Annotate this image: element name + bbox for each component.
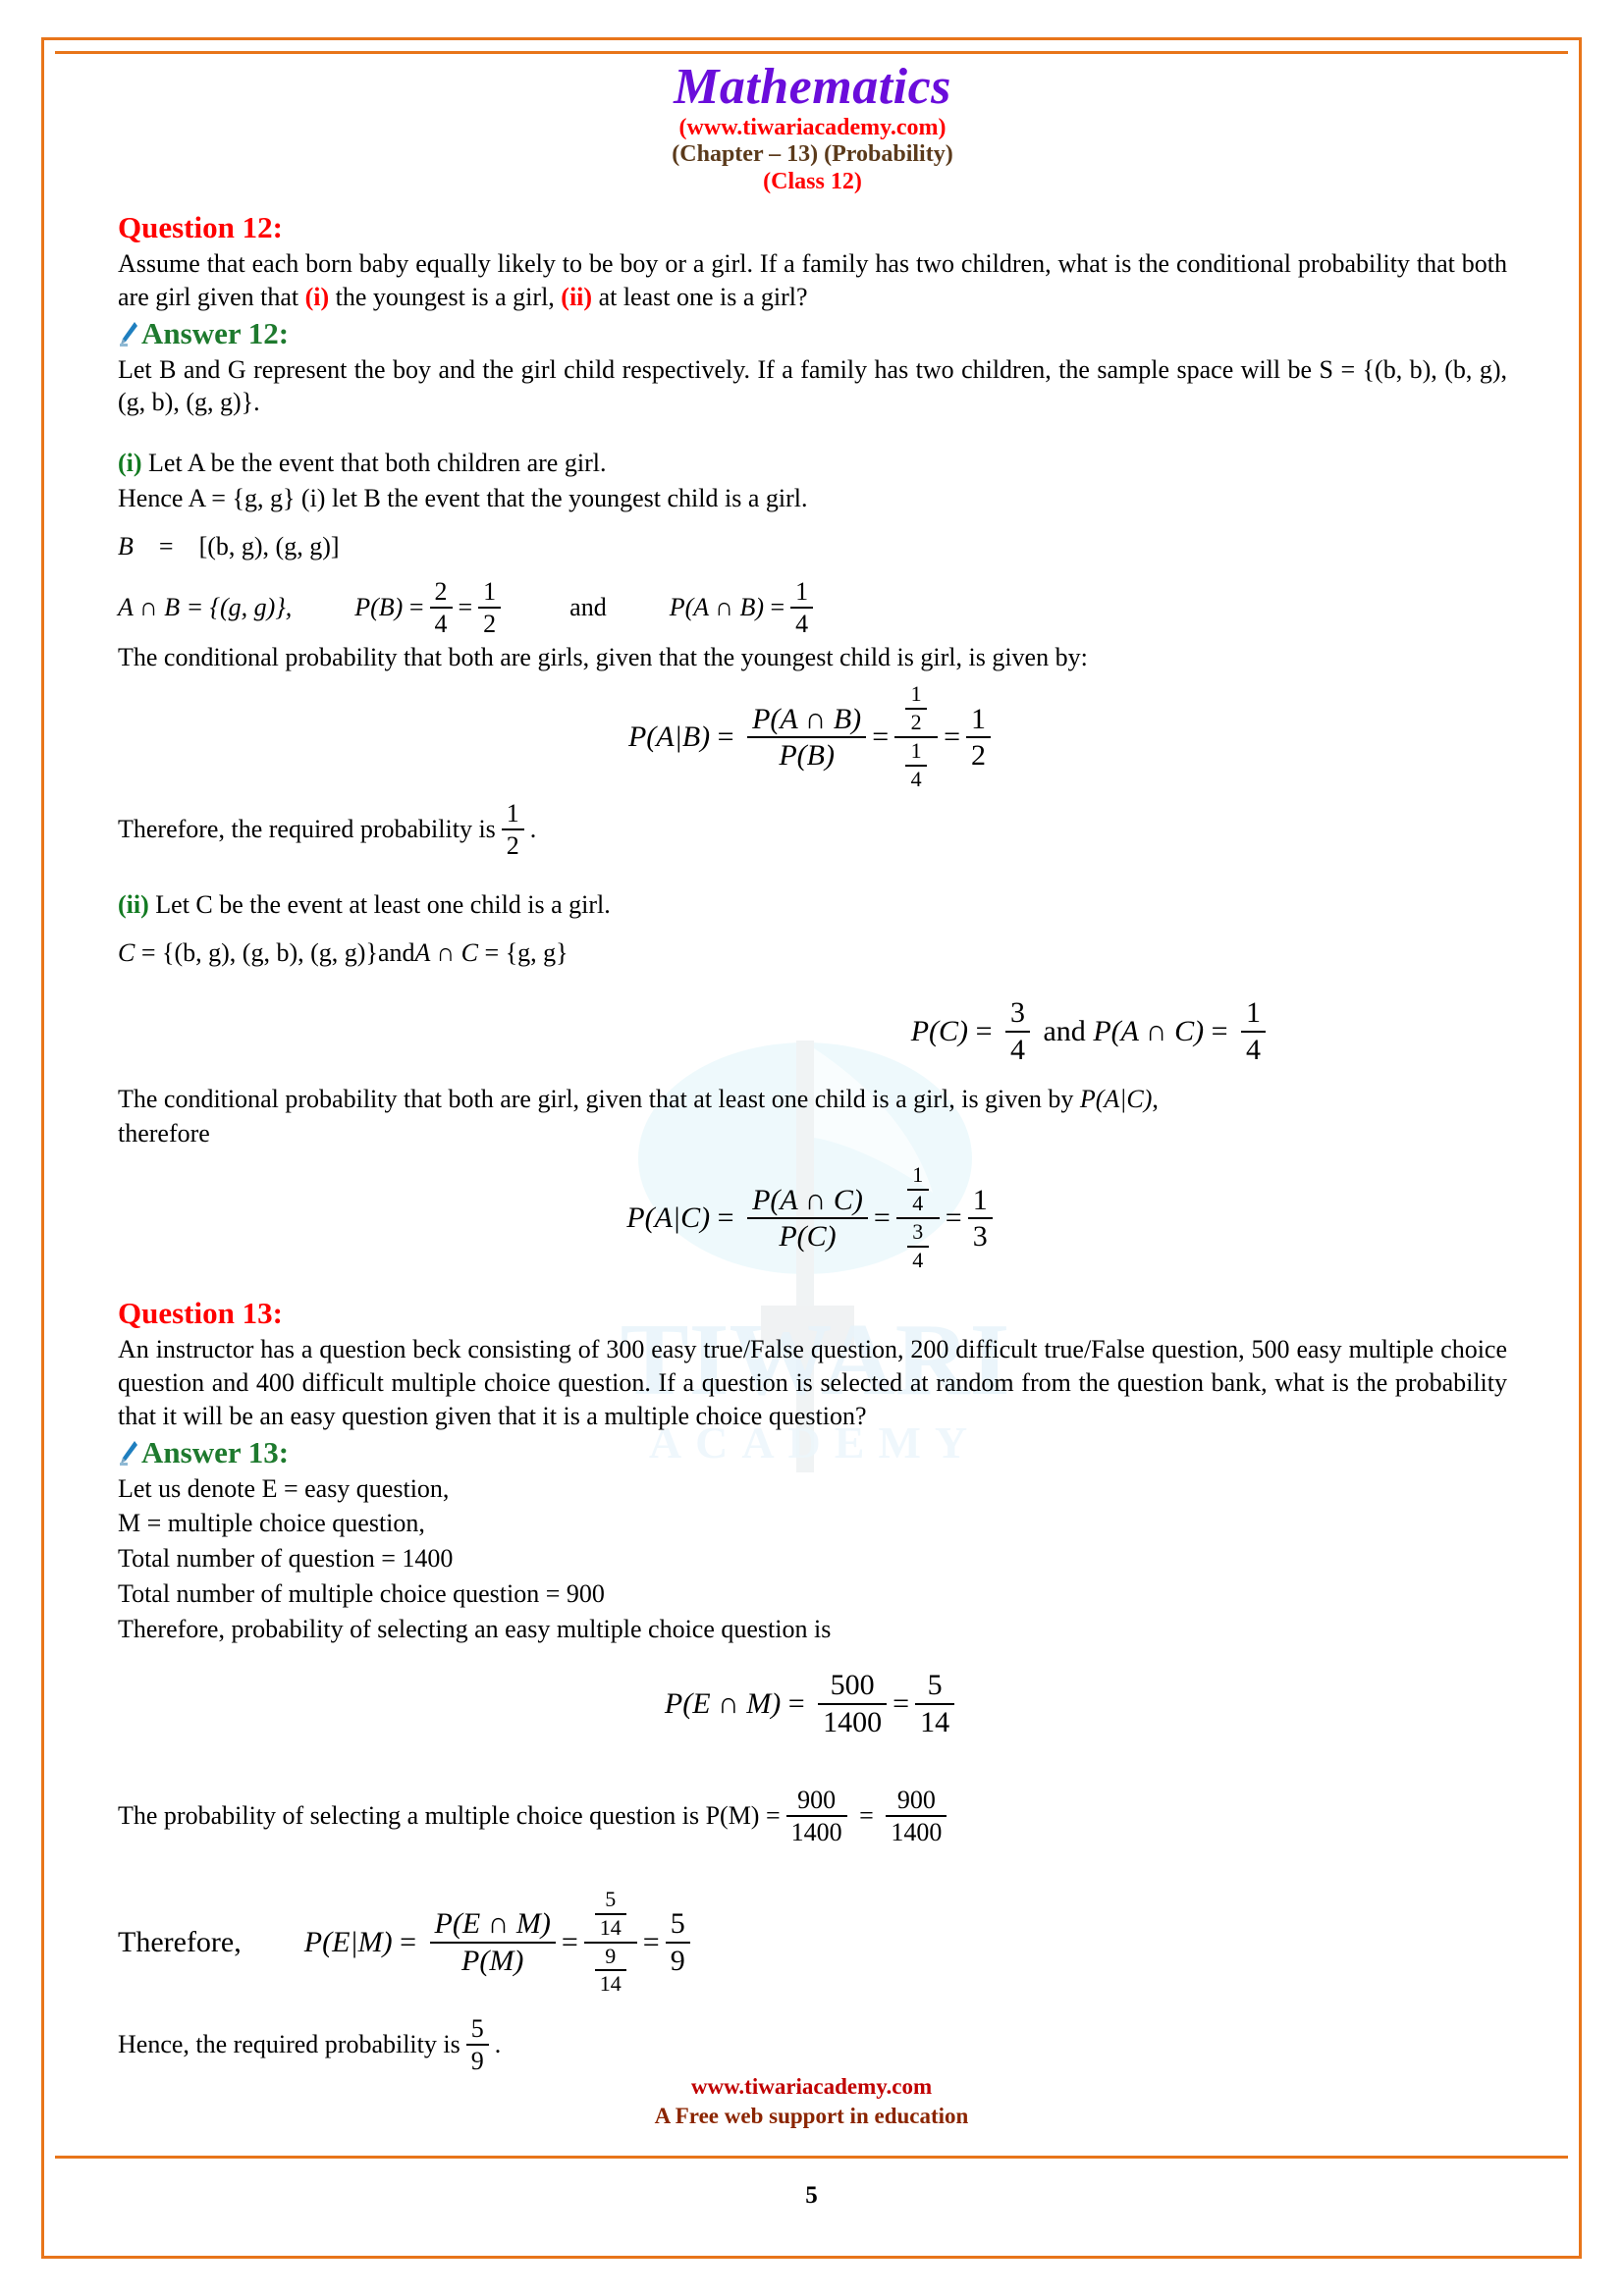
eq-and-word-2: and: [1043, 1014, 1086, 1047]
fraction-stacked: [894, 680, 938, 791]
eq-C-lhs: C: [118, 937, 135, 967]
header-rule: [55, 51, 1568, 54]
fraction-2-4: [430, 578, 453, 637]
fraction-bar: [968, 1217, 993, 1219]
q12-part-ii-main-formula: P(A|C) = $\frac{P(A \cap C)}{P(C)}$ = $\frac{\frac{1}{4}}{\frac{3}{4}}$ = $\frac{1}{3}$: [118, 1154, 1507, 1282]
numerator: P(A ∩ C): [752, 1183, 863, 1216]
fraction-5-9-conclusion: [466, 2015, 489, 2074]
fraction-result-1-2: [966, 704, 991, 771]
sentence-b: P(A|C): [1079, 1084, 1153, 1113]
fraction-bar: [466, 2044, 489, 2046]
denominator: 4: [912, 1191, 924, 1216]
numerator: 1: [971, 702, 987, 735]
page-number: 5: [805, 2182, 818, 2209]
spacer: [118, 421, 1507, 447]
fraction-5-14-inner: [595, 1886, 626, 1940]
document-content: [118, 61, 1507, 2074]
fraction-PAC-over-PC: [747, 1185, 868, 1252]
numerator: [584, 1886, 637, 1940]
numerator: 9: [605, 1943, 617, 1968]
fraction-1-4-inner: [905, 737, 927, 791]
fraction-500-1400: [818, 1670, 887, 1736]
numerator: 3: [1009, 996, 1025, 1030]
q12-part-i-line-1: [118, 447, 1507, 480]
numerator: 5: [470, 2013, 484, 2043]
answer-13-line-4: Total number of multiple choice question = 900: [118, 1578, 605, 1608]
eq-PAB-lhs: P(A ∩ B): [669, 592, 764, 621]
eq3-pre: Therefore,: [118, 1925, 242, 1958]
eq2-text: The probability of selecting a multiple choice question is P(M) =: [118, 1800, 781, 1830]
denominator: 2: [483, 609, 497, 638]
eq-AB-set: A ∩ B = {(g, g)},: [118, 592, 293, 621]
question-12-heading: Question 12:: [118, 210, 283, 245]
fraction-result-5-9: [666, 1908, 690, 1975]
pen-icon: [118, 320, 139, 347]
footer-rule: [55, 2156, 1568, 2159]
eq3-lhs: P(E|M): [303, 1925, 393, 1958]
eq-AC-lhs: A ∩ C: [414, 937, 479, 967]
denominator: [896, 1221, 940, 1272]
fraction-bar: [915, 1703, 954, 1705]
eq-B-lhs: B: [118, 531, 134, 561]
answer-13-line-3: Total number of question = 1400: [118, 1544, 454, 1574]
question-12-text: [118, 247, 1507, 314]
answer-13-line-2: M = multiple choice question,: [118, 1509, 425, 1538]
denominator: 4: [434, 609, 448, 638]
answer-12-line-1: Let B and G represent the boy and the girl child respectively. If a family has two children, the sample space will be S = {(b, b), (b, g), (g, b), (g, g)}.: [118, 354, 1507, 417]
question-13-text: An instructor has a question beck consisting of 300 easy true/False question, 200 difficult true/False question, 500 easy multiple choice question and 400 difficult multiple choice question. If a question is selected at random from the question bank, what is the probability that it will be an easy question given that it is a multiple choice question?: [118, 1335, 1507, 1430]
eq1-lhs: P(E ∩ M): [664, 1686, 782, 1720]
fraction-3-4-inner: [907, 1221, 929, 1272]
conclusion-pre: Therefore, the required probability is: [118, 814, 496, 843]
q12-part-i-sentence: The conditional probability that both are girls, given that the youngest child is girl, is given by:: [118, 642, 1088, 671]
denominator: [584, 1943, 637, 1997]
fraction-bar: [1241, 1031, 1266, 1033]
q13-conclusion: [118, 2015, 1507, 2074]
numerator: 1: [506, 798, 519, 828]
fraction-1-2-inner: [905, 680, 927, 734]
page-title: Mathematics: [674, 59, 951, 115]
spacer: [118, 863, 1507, 888]
eq-C-set: {(b, g), (g, b), (g, g)}: [162, 937, 378, 967]
numerator: 3: [912, 1219, 924, 1245]
q12-part-ii-prob-line: P(C) = $\frac{3}{4}$ and P(A ∩ C) = $\frac{1}{4}$: [118, 985, 1507, 1079]
fraction-900-1400-b: [886, 1787, 947, 1845]
numerator: 900: [797, 1785, 837, 1814]
fraction-bar: [747, 736, 866, 738]
denominator: 9: [470, 2046, 484, 2075]
denominator: P(C): [779, 1220, 837, 1254]
fraction-bar: [1005, 1031, 1030, 1033]
denominator: 1400: [823, 1705, 883, 1738]
answer-13-line-1: Let us denote E = easy question,: [118, 1473, 450, 1503]
denominator: [894, 737, 938, 791]
fraction-stacked-ii: [896, 1164, 940, 1272]
answer-13-line-5: Therefore, probability of selecting an easy multiple choice question is: [118, 1614, 832, 1643]
denominator: 4: [1009, 1033, 1025, 1066]
denominator: 2: [971, 738, 987, 772]
eq-PAC-lhs: P(A ∩ C): [1093, 1014, 1205, 1047]
q12-part-ii-line-1: [118, 888, 1507, 922]
denominator: 1400: [790, 1817, 842, 1846]
header-chapter: (Chapter – 13) (Probability): [672, 141, 953, 168]
q12-part-i-equation-intersection: A ∩ B = {(g, g)}, P(B) = $\frac{2}{4}$ = $\frac{1}{2}$ and P(A ∩ B) = $\frac{1}{4}$: [118, 578, 1507, 637]
numerator: 5: [670, 1907, 685, 1941]
numerator: 5: [927, 1669, 943, 1702]
q13-equation-1: P(E ∩ M) = $\frac{500}{1400}$ = $\frac{5}{14}$: [118, 1650, 1507, 1758]
fraction-bar: [966, 736, 991, 738]
formula-lhs: P(A|B): [627, 720, 711, 753]
fraction-1-4-ii: [1241, 997, 1266, 1064]
q12-part-i-conclusion: [118, 800, 1507, 859]
q12-part-ii-sentence: [118, 1083, 1507, 1116]
pen-icon: [118, 1439, 139, 1467]
numerator: 2: [434, 576, 448, 606]
header-class: (Class 12): [763, 169, 862, 195]
watermark-subtext: ACADEMY: [648, 1417, 982, 1468]
numerator: [894, 680, 938, 734]
footer-tagline: A Free web support in education: [654, 2104, 969, 2129]
fraction-bar: [478, 607, 501, 609]
numerator: 900: [896, 1785, 936, 1814]
numerator: 5: [605, 1886, 617, 1911]
denominator: 14: [920, 1705, 950, 1738]
q12-part-i-text: Let A be the event that both children are girl.: [141, 449, 607, 478]
q12-part-ii-text: Let C be the event at least one child is a girl.: [148, 889, 611, 919]
denominator: 3: [972, 1220, 988, 1254]
q12-part-i-equation-B: [118, 519, 1507, 574]
fraction-bar: [886, 1815, 947, 1817]
q13-equation-3: Therefore, P(E|M) = $\frac{P(E \cap M)}{P(M)}$ = $\frac{\frac{5}{14}}{\frac{9}{14}}$ = $\frac{5}{9}$: [118, 1874, 1507, 2011]
denominator: 1400: [891, 1817, 943, 1846]
conclusion-post: .: [529, 814, 537, 843]
eq-B-rhs: [(b, g), (g, g)]: [198, 531, 340, 561]
fraction-bar: [747, 1217, 868, 1219]
fraction-bar: [430, 607, 453, 609]
sentence-a: The conditional probability that both are girl, given that at least one child is a girl, is given by: [118, 1084, 1080, 1113]
denominator: 14: [599, 1914, 622, 1940]
fraction-bar: [430, 1942, 556, 1944]
fraction-bar: [666, 1942, 690, 1944]
document-header: [118, 61, 1507, 196]
fraction-9-14-inner: [595, 1943, 626, 1997]
q12-part-ii-therefore: therefore: [118, 1119, 210, 1148]
fraction-1-4: [790, 578, 813, 637]
denominator: 2: [910, 709, 922, 734]
answer-13-heading-row: [118, 1435, 1507, 1470]
fraction-3-4: [1005, 997, 1030, 1064]
denominator: 4: [910, 766, 922, 791]
watermark-text: TIWARI: [620, 1302, 1010, 1416]
numerator: 1: [795, 576, 809, 606]
numerator: 1: [1246, 996, 1261, 1030]
page-footer: [0, 2072, 1623, 2131]
footer-website[interactable]: www.tiwariacademy.com: [690, 2074, 933, 2100]
fraction-1-4-inner: [907, 1164, 929, 1215]
q12-text-part2: the youngest is a girl,: [329, 282, 562, 311]
fraction-stacked-13: [584, 1886, 637, 1997]
answer-13-heading: Answer 13:: [141, 1434, 290, 1469]
eq-B-equals: =: [158, 531, 174, 561]
numerator: 1: [910, 737, 922, 763]
fraction-PEM-over-PM: [430, 1908, 556, 1975]
numerator: 1: [912, 1162, 924, 1188]
conclusion-pre: Hence, the required probability is: [118, 2029, 460, 2058]
denominator: P(B): [779, 738, 835, 772]
eq-PC-lhs: P(C): [910, 1014, 969, 1047]
sentence-c: ,: [1152, 1084, 1159, 1113]
q12-part-i-marker: (i): [118, 449, 142, 478]
eq-and: and: [377, 937, 415, 967]
denominator: 4: [1246, 1033, 1261, 1066]
numerator: 1: [972, 1183, 988, 1216]
fraction-bar: [818, 1703, 887, 1705]
fraction-result-1-3: [968, 1185, 993, 1252]
fraction-PAB-over-PB: [747, 704, 866, 771]
denominator: 4: [795, 609, 809, 638]
q12-part-ii-set-line: C = {(b, g), (g, b), (g, g)} and A ∩ C = {g, g}: [118, 937, 568, 967]
q12-part-i-main-formula: P(A|B) = $\frac{P(A \cap B)}{P(B)}$ = $\frac{\frac{1}{2}}{\frac{1}{4}}$ = $\frac{1}{2}$: [118, 678, 1507, 796]
denominator: 4: [912, 1248, 924, 1273]
fraction-1-2: [478, 578, 501, 637]
numerator: 1: [910, 680, 922, 706]
q12-marker-ii: (ii): [561, 282, 593, 311]
eq-AC-set: {g, g}: [505, 937, 568, 967]
formula-lhs: P(A|C): [626, 1201, 711, 1235]
numerator: 1: [483, 576, 497, 606]
fraction-bar: [502, 828, 524, 830]
denominator: 14: [599, 1971, 622, 1997]
q12-text-part3: at least one is a girl?: [592, 282, 808, 311]
header-website: (www.tiwariacademy.com): [678, 114, 947, 140]
numerator: 500: [830, 1669, 875, 1702]
fraction-bar: [786, 1815, 847, 1817]
eq-and-word: and: [569, 592, 607, 621]
denominator: P(M): [461, 1944, 524, 1977]
q13-equation-2: The probability of selecting a multiple choice question is P(M) = $\frac{900}{1400}$ = $\frac{900}{1400}$: [118, 1762, 1507, 1870]
conclusion-post: .: [494, 2029, 502, 2058]
denominator: 2: [506, 830, 519, 860]
question-13-heading: Question 13:: [118, 1296, 283, 1331]
fraction-1-2-conclusion: [502, 800, 524, 859]
q12-marker-i: (i): [304, 282, 330, 311]
fraction-5-14: [915, 1670, 954, 1736]
numerator: [896, 1164, 940, 1215]
denominator: 9: [670, 1944, 685, 1977]
q12-text-part1: Assume that each born baby equally likely to be boy or a girl. If a family has two children, what is the conditional probability that both are girl given that: [118, 249, 1507, 311]
fraction-900-1400-a: [786, 1787, 847, 1845]
answer-12-heading: Answer 12:: [141, 315, 290, 350]
q12-part-ii-marker: (ii): [118, 889, 149, 919]
eq-PB-lhs: P(B): [354, 592, 404, 621]
fraction-bar: [790, 607, 813, 609]
numerator: P(A ∩ B): [752, 702, 862, 735]
q12-part-i-line-2: Hence A = {g, g} (i) let B the event that the youngest child is a girl.: [118, 484, 808, 513]
answer-12-heading-row: [118, 316, 1507, 351]
numerator: P(E ∩ M): [434, 1907, 551, 1941]
